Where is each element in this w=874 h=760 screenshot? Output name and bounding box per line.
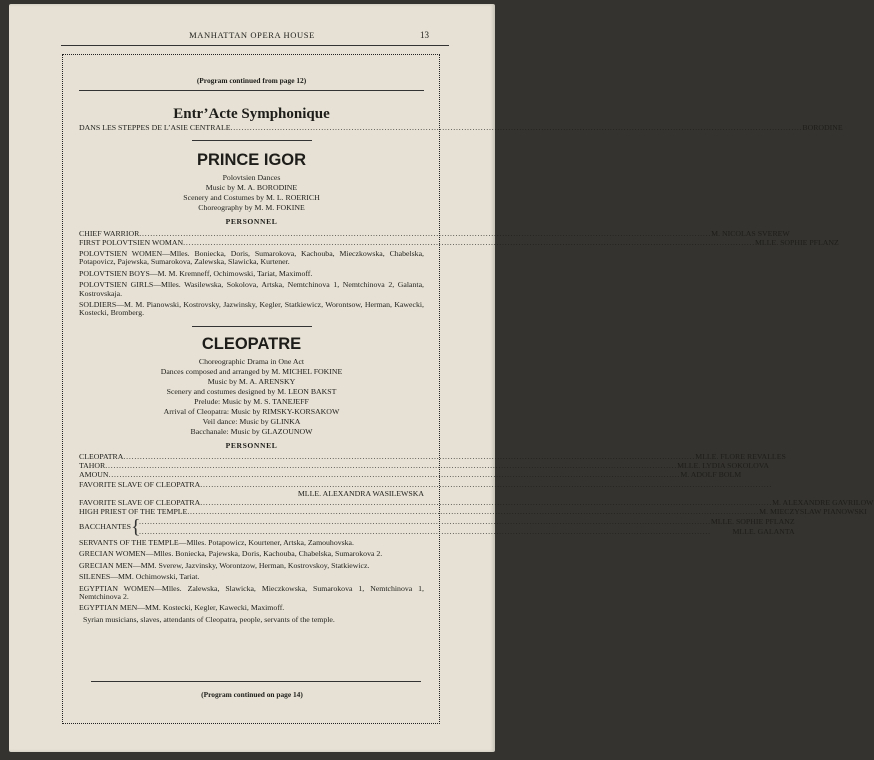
entracte-piece: DANS LES STEPPES DE L’ASIE CENTRALE: [79, 123, 231, 133]
artist-name: MLLE. GALANTA: [732, 526, 795, 536]
credit-line: Choreographic Drama in One Act: [198, 356, 305, 366]
personnel-heading: PERSONNEL: [225, 440, 278, 450]
ensemble-paragraph: GRECIAN MEN—MM. Sverew, Jazvinsky, Worontzow, Herman, Kostrovskoy, Statkiewicz.: [79, 560, 370, 570]
dot-leader: [139, 229, 711, 238]
cast-row: [79, 228, 790, 238]
ensemble-paragraph: EGYPTIAN WOMEN—Mlles. Zalewska, Slawicka, Mieczkowska, Sumarokova 1, Nemtchinova 1, Nemtchinova 2.: [79, 583, 424, 601]
artist-name: MLLE. FLORE REVALLES: [695, 452, 786, 462]
ensemble-paragraph: SOLDIERS—M. M. Pianowski, Kostrovsky, Jazwinsky, Kegler, Statkiewicz, Worontsow, Herman, Kawecki, Kostecki, Bromberg.: [79, 300, 424, 318]
role-name: CHIEF WARRIOR: [79, 228, 140, 238]
ensemble-paragraph: GRECIAN WOMEN—Mlles. Boniecka, Pajewska, Doris, Kachouba, Chabelska, Sumarokova 2.: [79, 549, 383, 559]
program-page: [9, 4, 874, 752]
credit-line: Dances composed and arranged by M. MICHEL FOKINE: [160, 366, 343, 376]
dot-leader: [123, 452, 695, 461]
dot-leader: [183, 238, 755, 247]
running-title: MANHATTAN OPERA HOUSE: [189, 30, 315, 40]
top-rule: [79, 90, 424, 91]
role-name: TAHOR: [79, 461, 106, 471]
role-name: AMOUN: [79, 470, 109, 480]
credit-line: Bacchanale: Music by GLAZOUNOW: [190, 426, 313, 436]
ensemble-paragraph: SERVANTS OF THE TEMPLE—Mlles. Potapowicz, Kourtener, Artska, Zamouhovska.: [79, 537, 354, 547]
role-name: HIGH PRIEST OF THE TEMPLE: [79, 507, 188, 517]
dot-leader: [108, 470, 680, 479]
artist-name: M. NICOLAS SVEREW: [711, 228, 790, 238]
section-divider: [192, 326, 312, 327]
cast-row: [79, 461, 770, 471]
dot-leader: [200, 480, 772, 489]
closing-note: Syrian musicians, slaves, attendants of Cleopatra, people, servants of the temple.: [83, 614, 335, 624]
cast-row: [79, 498, 874, 508]
role-name: FAVORITE SLAVE OF CLEOPATRA: [79, 498, 201, 508]
dot-leader: [231, 123, 803, 132]
cleopatre-title: CLEOPATRE: [201, 334, 302, 353]
bacchantes-row: [79, 515, 795, 538]
personnel-heading: PERSONNEL: [225, 217, 278, 227]
credit-line: Prelude: Music by M. S. TANEJEFF: [194, 396, 309, 406]
artist-name: M. MIECZYSLAW PIANOWSKI: [759, 507, 867, 517]
program-content: [79, 76, 874, 624]
header-rule: [61, 45, 449, 46]
dot-leader: [105, 461, 677, 470]
ensemble-paragraph: SILENES—MM. Ochimowski, Tariat.: [79, 572, 200, 582]
credit-line: Music by M. A. BORODINE: [205, 183, 298, 193]
credit-line: Scenery and Costumes by M. L. ROERICH: [183, 193, 320, 203]
artist-name: MLLE. ALEXANDRA WASILEWSKA: [297, 488, 424, 498]
cast-row: [79, 480, 424, 489]
ensemble-paragraph: POLOVTSIEN BOYS—M. M. Kremneff, Ochimowski, Tariat, Maximoff.: [79, 268, 313, 278]
ensemble-paragraph: POLOVTSIEN WOMEN—Mlles. Boniecka, Doris, Sumarokova, Kachouba, Mieczkowska, Chabelska, Potapovicz, Pajewska, Sumarokova, Zalewska, Slawicka, Kurtener.: [79, 249, 424, 267]
dot-leader: [187, 507, 759, 516]
cleopatre-credits: [79, 357, 424, 437]
section-divider: [192, 140, 312, 141]
cast-row: [79, 452, 786, 462]
bottom-rule: [91, 681, 421, 682]
continued-from-note: (Program continued from page 12): [196, 76, 307, 85]
dot-leader: [139, 527, 732, 536]
role-name: BACCHANTES: [79, 522, 131, 532]
ensemble-paragraph: EGYPTIAN MEN—MM. Kostecki, Kegler, Kawecki, Maximoff.: [79, 603, 285, 613]
running-head: [9, 30, 495, 42]
artist-name: M. ALEXANDRE GAVRILOW: [772, 498, 874, 508]
bacchantes-artists: [139, 517, 795, 535]
prince-igor-credits: [79, 173, 424, 213]
artist-name: MLLE. LYDIA SOKOLOVA: [677, 461, 770, 471]
role-name: CLEOPATRA: [79, 452, 124, 462]
entracte-line: [79, 123, 843, 133]
dot-leader: [139, 517, 711, 526]
dot-leader: [200, 498, 772, 507]
cast-row: [79, 470, 742, 480]
brace-glyph: {: [131, 515, 141, 538]
credit-line: Scenery and costumes designed by M. LEON BAKST: [166, 386, 337, 396]
credit-line: Choreography by M. M. FOKINE: [198, 203, 305, 213]
entracte-composer: BORODINE: [802, 123, 843, 133]
continued-on-note: (Program continued on page 14): [201, 690, 303, 699]
entracte-title: Entr’Acte Symphonique: [173, 106, 330, 123]
page-number: 13: [420, 30, 429, 40]
cast-row: [139, 527, 795, 536]
artist-name: MLLE. SOPHIE PFLANZ: [710, 517, 795, 527]
credit-line: Arrival of Cleopatra: Music by RIMSKY-KORSAKOW: [163, 406, 340, 416]
credit-line: Veil dance: Music by GLINKA: [202, 416, 301, 426]
cast-row: [139, 517, 795, 526]
prince-igor-title: PRINCE IGOR: [196, 151, 307, 170]
credit-line: Polovtsien Dances: [222, 173, 281, 183]
credit-line: Music by M. A. ARENSKY: [207, 376, 296, 386]
artist-name: M. ADOLF BOLM: [680, 470, 742, 480]
role-name: FIRST POLOVTSIEN WOMAN: [79, 237, 184, 247]
ensemble-paragraph: POLOVTSIEN GIRLS—Mlles. Wasilewska, Sokolova, Artska, Nemtchinova 1, Nemtchinova 2, Galanta, Kostrovskaja.: [79, 280, 424, 298]
role-name: FAVORITE SLAVE OF CLEOPATRA: [79, 479, 201, 489]
artist-name: MLLE. SOPHIE PFLANZ: [754, 237, 839, 247]
cast-row: [79, 237, 839, 247]
